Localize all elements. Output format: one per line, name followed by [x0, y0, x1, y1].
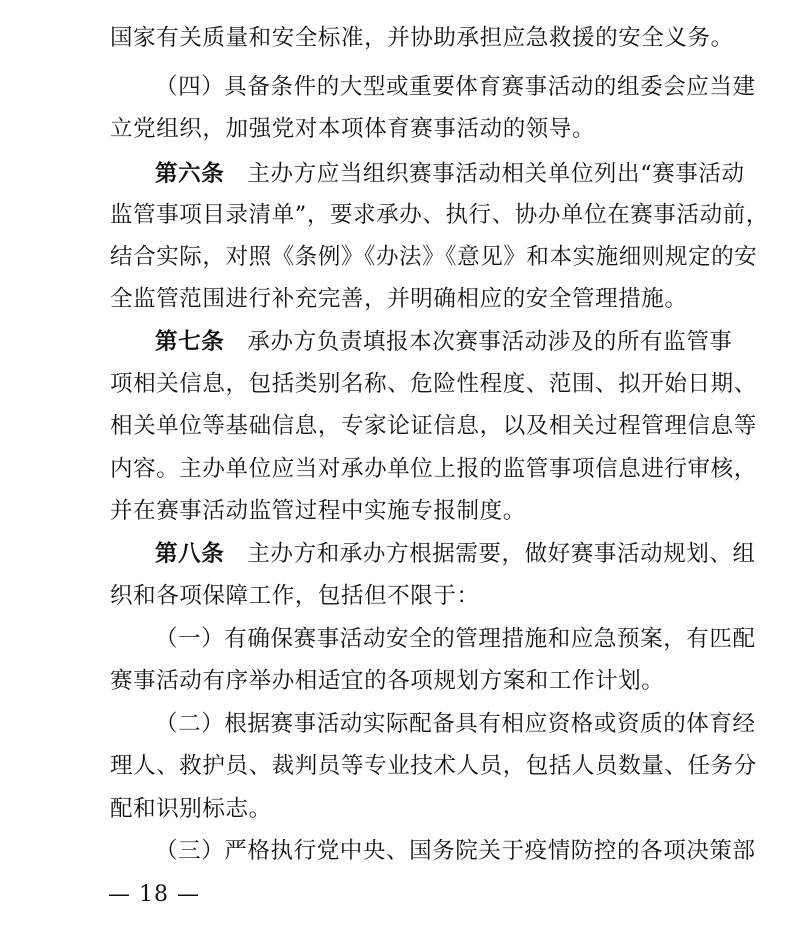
text-line: 结合实际，对照《条例》《办法》《意见》和本实施细则规定的安	[110, 244, 758, 270]
text-line: 项相关信息，包括类别名称、危险性程度、范围、拟开始日期、	[110, 371, 757, 397]
article-heading: 第八条	[155, 541, 225, 567]
article-text: 主办方和承办方根据需要，做好赛事活动规划、组	[224, 541, 756, 567]
article-8-line	[155, 534, 756, 574]
text-line: （三）严格执行党中央、国务院关于疫情防控的各项决策部	[155, 838, 756, 864]
text-line: 相关单位等基础信息，专家论证信息，以及相关过程管理信息等	[110, 413, 757, 439]
page-number: — 18 —	[108, 882, 200, 907]
article-heading: 第七条	[155, 329, 225, 355]
article-heading: 第六条	[155, 161, 225, 187]
text-line: 织和各项保障工作，包括但不限于：	[110, 583, 480, 609]
text-line: 全监管范围进行补充完善，并明确相应的安全管理措施。	[110, 286, 688, 312]
text-line: 监管事项目录清单”，要求承办、执行、协办单位在赛事活动前，	[110, 202, 769, 228]
article-text: 承办方负责填报本次赛事活动涉及的所有监管事	[224, 329, 733, 355]
article-text: 主办方应当组织赛事活动相关单位列出“赛事活动	[224, 161, 745, 187]
text-line: 立党组织，加强党对本项体育赛事活动的领导。	[110, 116, 596, 142]
article-7-line	[155, 322, 733, 362]
text-line: （一）有确保赛事活动安全的管理措施和应急预案，有匹配	[155, 626, 756, 652]
text-line: 理人、救护员、裁判员等专业技术人员，包括人员数量、任务分	[110, 753, 757, 779]
text-line: （四）具备条件的大型或重要体育赛事活动的组委会应当建	[155, 74, 756, 100]
text-line: 赛事活动有序举办相适宜的各项规划方案和工作计划。	[110, 668, 665, 694]
text-line: 国家有关质量和安全标准，并协助承担应急救援的安全义务。	[110, 25, 734, 51]
text-line: 并在赛事活动监管过程中实施专报制度。	[110, 498, 526, 524]
text-line: 内容。主办单位应当对承办单位上报的监管事项信息进行审核，	[110, 456, 757, 482]
text-line: 配和识别标志。	[110, 796, 272, 822]
text-line: （二）根据赛事活动实际配备具有相应资格或资质的体育经	[155, 711, 756, 737]
article-6-line	[155, 154, 745, 194]
